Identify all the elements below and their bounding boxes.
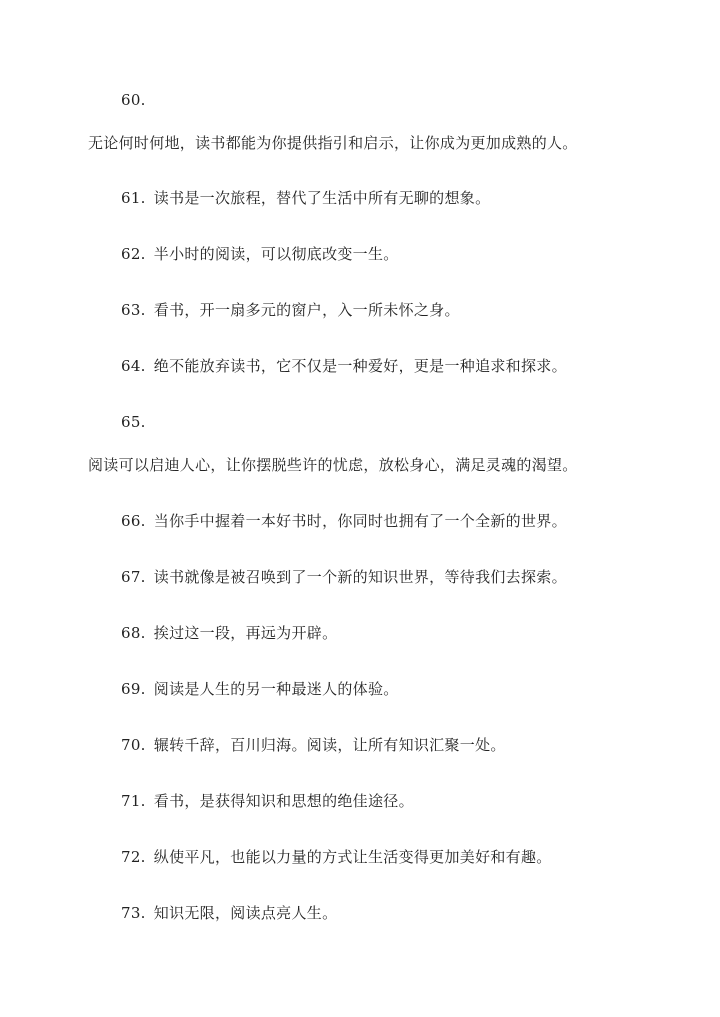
item-number: 72. — [121, 848, 146, 866]
item-number: 71. — [121, 792, 146, 810]
item-number: 68. — [121, 624, 146, 642]
item-text: 阅读是人生的另一种最迷人的体验。 — [153, 680, 399, 698]
item-73 — [121, 903, 337, 923]
item-64 — [121, 356, 567, 376]
item-text: 半小时的阅读，可以彻底改变一生。 — [153, 245, 399, 263]
item-67 — [121, 567, 567, 587]
item-65-text: 阅读可以启迪人心，让你摆脱些许的忧虑，放松身心，满足灵魂的渴望。 — [88, 456, 578, 474]
item-number: 69. — [121, 680, 146, 698]
item-number: 70. — [121, 736, 146, 754]
item-number: 62. — [121, 245, 146, 263]
item-number: 61. — [121, 189, 146, 207]
item-62 — [121, 244, 399, 264]
item-number: 67. — [121, 568, 146, 586]
item-63 — [121, 300, 460, 320]
item-number: 73. — [121, 904, 146, 922]
item-text: 当你手中握着一本好书时，你同时也拥有了一个全新的世界。 — [153, 512, 567, 530]
item-number: 63. — [121, 301, 146, 319]
item-72 — [121, 847, 552, 867]
item-number: 66. — [121, 512, 146, 530]
item-66 — [121, 511, 567, 531]
item-65-number: 65. — [121, 413, 146, 431]
item-68 — [121, 623, 337, 643]
item-69 — [121, 679, 399, 699]
item-text: 辗转千辞，百川归海。阅读，让所有知识汇聚一处。 — [153, 736, 506, 754]
item-text: 读书是一次旅程，替代了生活中所有无聊的想象。 — [153, 189, 491, 207]
item-text: 知识无限，阅读点亮人生。 — [153, 904, 338, 922]
item-text: 看书，是获得知识和思想的绝佳途径。 — [153, 792, 414, 810]
item-text: 读书就像是被召唤到了一个新的知识世界，等待我们去探索。 — [153, 568, 567, 586]
item-number: 64. — [121, 357, 146, 375]
item-70 — [121, 735, 506, 755]
item-text: 看书，开一扇多元的窗户，入一所未怀之身。 — [153, 301, 460, 319]
item-text: 纵使平凡，也能以力量的方式让生活变得更加美好和有趣。 — [153, 848, 552, 866]
item-61 — [121, 188, 490, 208]
item-text: 绝不能放弃读书，它不仅是一种爱好，更是一种追求和探求。 — [153, 357, 567, 375]
item-60-number: 60. — [121, 91, 146, 109]
item-text: 挨过这一段，再远为开辟。 — [153, 624, 338, 642]
item-71 — [121, 791, 414, 811]
item-60-text: 无论何时何地，读书都能为你提供指引和启示，让你成为更加成熟的人。 — [88, 134, 578, 152]
